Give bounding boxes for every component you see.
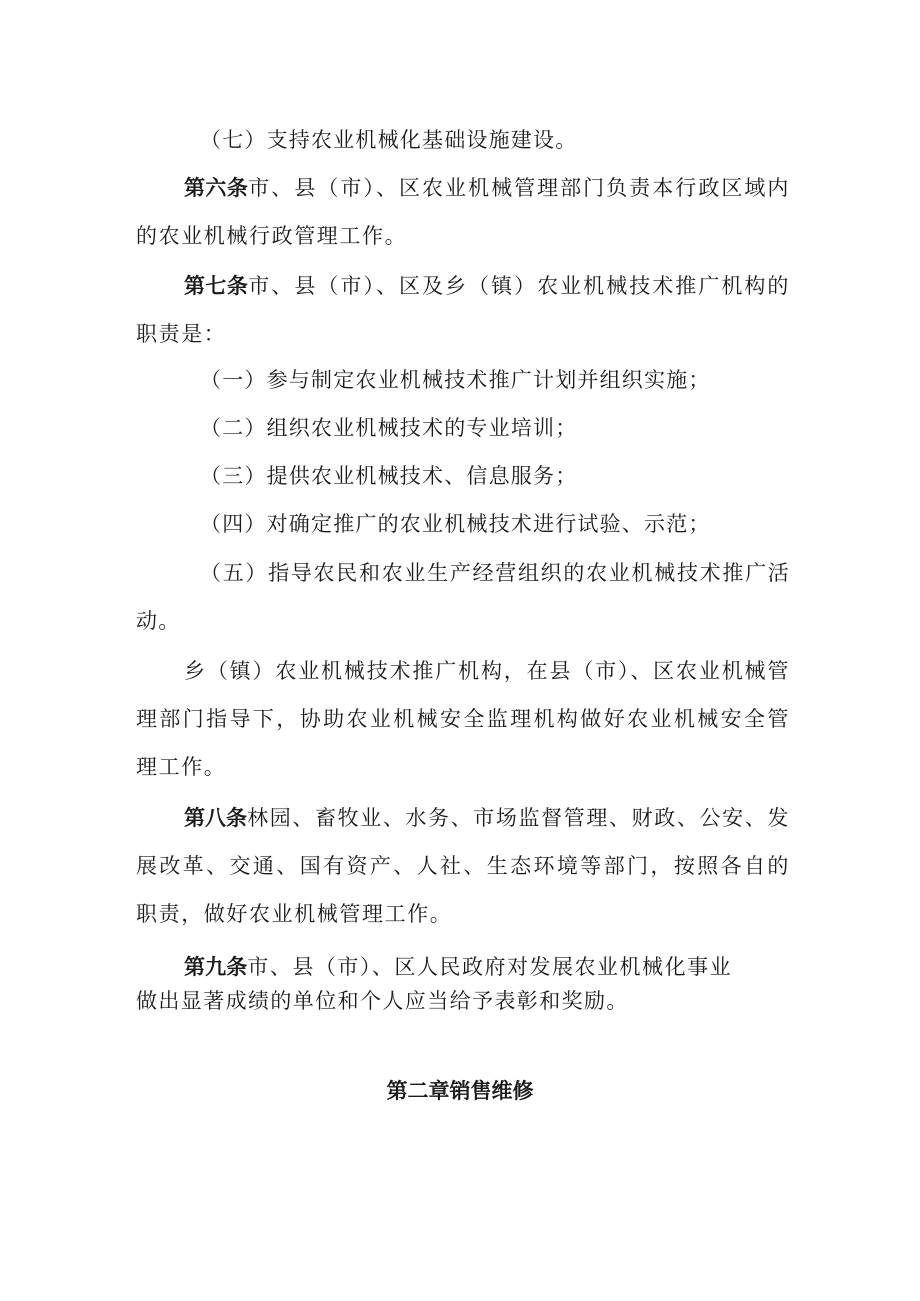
item-1-text: （一）参与制定农业机械技术推广计划并组织实施； bbox=[200, 368, 711, 392]
article-7 bbox=[136, 262, 790, 358]
item-3-text: （三）提供农业机械技术、信息服务； bbox=[200, 464, 578, 488]
article-6 bbox=[136, 164, 790, 260]
paragraph-item-7 bbox=[136, 116, 790, 164]
article-6-label: 第六条 bbox=[184, 176, 249, 200]
paragraph-item-1 bbox=[136, 356, 790, 404]
article-9 bbox=[136, 950, 732, 1018]
article-8-label: 第八条 bbox=[184, 806, 248, 830]
item-7-text: （七）支持农业机械化基础设施建设。 bbox=[200, 128, 578, 152]
paragraph-item-5 bbox=[136, 549, 790, 645]
paragraph-item-4 bbox=[136, 500, 790, 548]
paragraph-township bbox=[136, 647, 790, 791]
article-8-text: 林园、畜牧业、水务、市场监督管理、财政、公安、发展改革、交通、国有资产、人社、生态环境等部门，按照各自的职责，做好农业机械管理工作。 bbox=[136, 806, 791, 926]
paragraph-item-2 bbox=[136, 404, 790, 452]
township-text: 乡（镇）农业机械技术推广机构，在县（市）、区农业机械管理部门指导下，协助农业机械安全监理机构做好农业机械安全管理工作。 bbox=[136, 659, 790, 779]
article-7-label: 第七条 bbox=[184, 274, 249, 298]
article-9-label: 第九条 bbox=[184, 955, 248, 979]
article-6-text: 市、县（市）、区农业机械管理部门负责本行政区域内的农业机械行政管理工作。 bbox=[136, 176, 790, 248]
article-8 bbox=[136, 794, 790, 938]
paragraph-item-3 bbox=[136, 452, 790, 500]
article-7-text: 市、县（市）、区及乡（镇）农业机械技术推广机构的职责是： bbox=[136, 274, 790, 346]
item-2-text: （二）组织农业机械技术的专业培训； bbox=[200, 416, 578, 440]
article-9-text: 市、县（市）、区人民政府对发展农业机械化事业做出显著成绩的单位和个人应当给予表彰和奖励。 bbox=[136, 955, 732, 1013]
item-4-text: （四）对确定推广的农业机械技术进行试验、示范； bbox=[200, 512, 711, 536]
item-5-text: （五）指导农民和农业生产经营组织的农业机械技术推广活动。 bbox=[136, 561, 790, 633]
chapter-heading: 第二章销售维修 bbox=[386, 1079, 534, 1103]
